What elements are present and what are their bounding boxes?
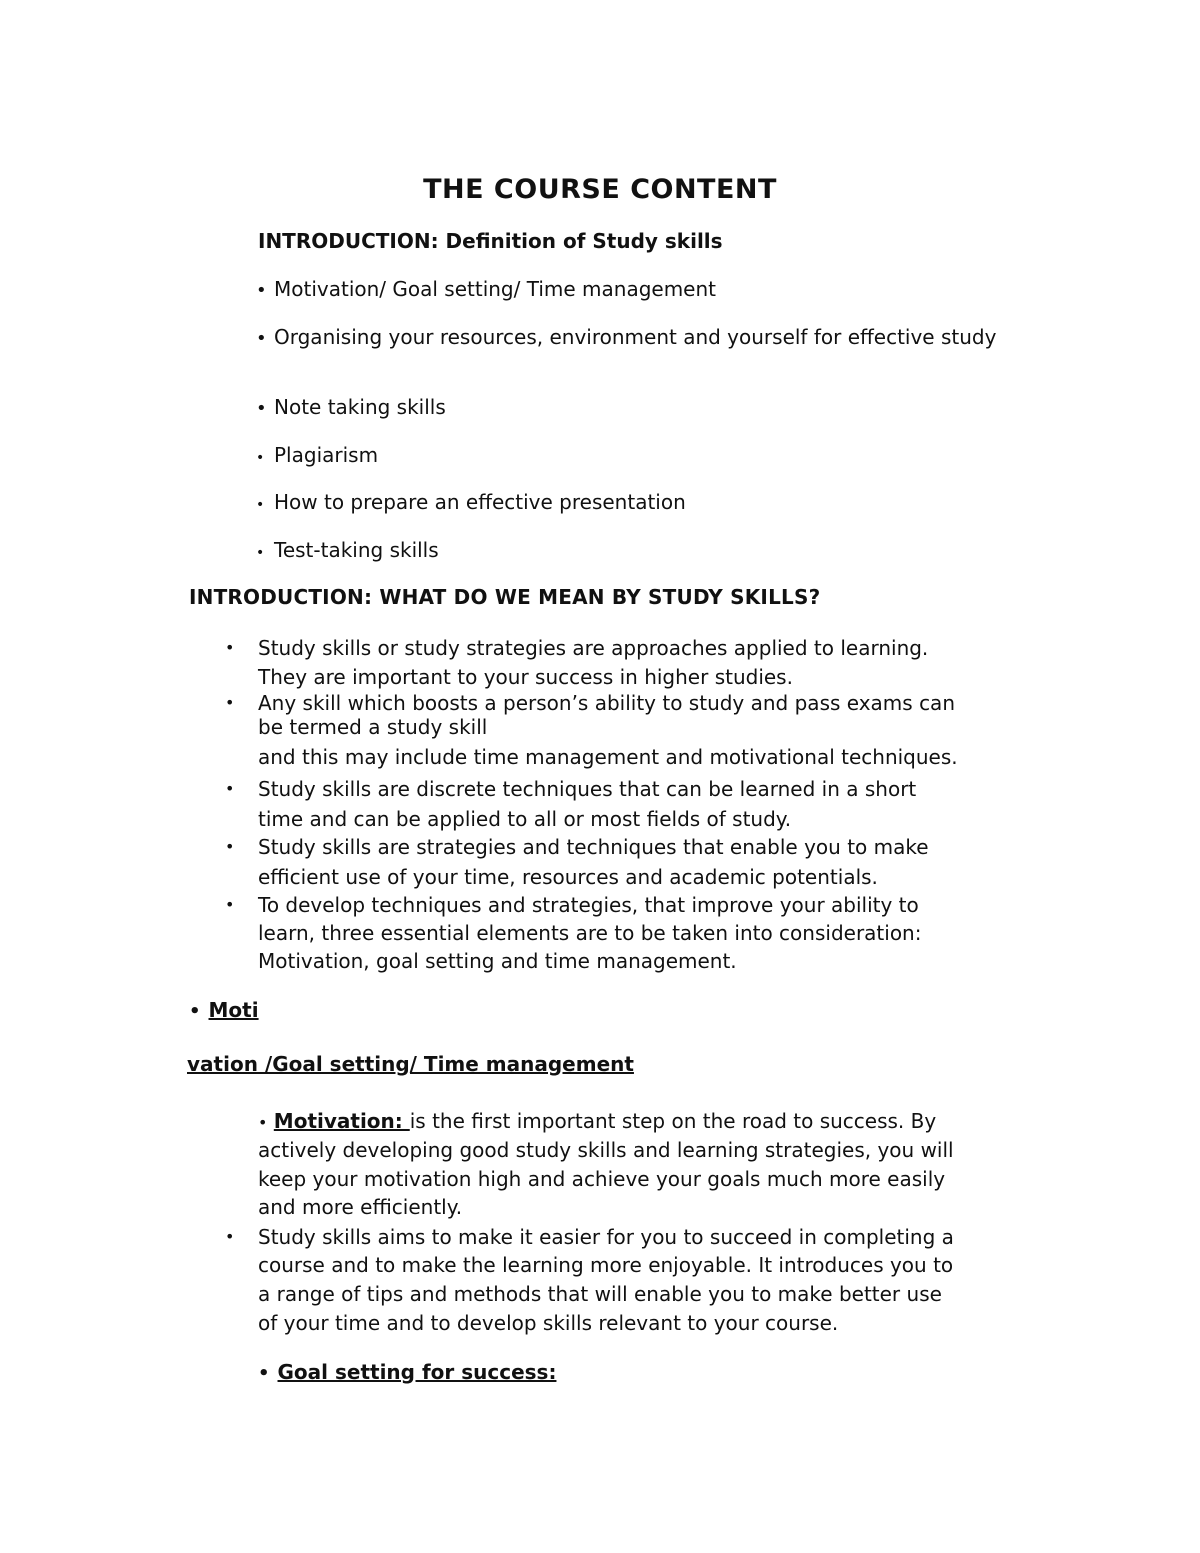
intro-heading: INTRODUCTION: Definition of Study skills — [258, 229, 723, 253]
section-heading-underlined: vation /Goal setting/ Time management — [187, 1052, 634, 1076]
toc-item: • Test-taking skills — [256, 539, 1034, 565]
toc-item: • Motivation/ Goal setting/ Time management — [256, 277, 717, 301]
bullet-icon: • — [258, 1363, 270, 1384]
bullet-icon: • — [189, 1001, 201, 1022]
bullet-icon: • — [225, 638, 235, 657]
paragraph-line: course and to make the learning more enjoyable. It introduces you to — [258, 1253, 954, 1277]
bullet-icon: • — [258, 1113, 268, 1132]
toc-item: • Organising your resources, environment and yourself for effective study — [256, 325, 997, 349]
point-line: Study skills are discrete techniques that can be learned in a short — [258, 777, 917, 801]
motivation-line: • Motivation: is the first important step on the road to success. By — [258, 1109, 937, 1133]
motivation-line: and more efficiently. — [258, 1195, 463, 1219]
goal-setting-heading: • Goal setting for success: — [258, 1360, 557, 1384]
point-line: and this may include time management and motivational techniques. — [258, 745, 958, 769]
point-line: be termed a study skill — [258, 715, 488, 739]
point-line: learn, three essential elements are to be taken into consideration: — [258, 921, 922, 945]
bullet-icon: • — [225, 895, 235, 914]
bullet-icon: • — [256, 328, 267, 349]
point-line: time and can be applied to all or most fields of study. — [258, 807, 792, 831]
bullet-icon: • — [225, 779, 235, 798]
paragraph-line: Study skills aims to make it easier for you to succeed in completing a — [258, 1225, 954, 1249]
bullet-icon: • — [256, 398, 267, 419]
point-line: efficient use of your time, resources and academic potentials. — [258, 865, 878, 889]
point-line: Motivation, goal setting and time management. — [258, 949, 737, 973]
paragraph-line: a range of tips and methods that will enable you to make better use — [258, 1282, 942, 1306]
moti-fragment: • Moti — [189, 998, 259, 1022]
point-line: Any skill which boosts a person’s ability to study and pass exams can — [258, 691, 955, 715]
motivation-line: keep your motivation high and achieve your goals much more easily — [258, 1167, 946, 1191]
point-line: Study skills are strategies and techniques that enable you to make — [258, 835, 929, 859]
bullet-icon: • — [225, 1227, 235, 1246]
toc-item: • Note taking skills — [256, 395, 446, 419]
page-title: THE COURSE CONTENT — [423, 174, 777, 205]
bullet-icon: • — [225, 837, 235, 856]
toc-item: • How to prepare an effective presentation — [256, 491, 1034, 517]
bullet-icon: • — [256, 545, 265, 561]
paragraph-line: of your time and to develop skills relevant to your course. — [258, 1311, 839, 1335]
point-line: To develop techniques and strategies, that improve your ability to — [258, 893, 919, 917]
point-line: Study skills or study strategies are approaches applied to learning. — [258, 636, 929, 660]
bullet-icon: • — [225, 693, 235, 712]
motivation-label: Motivation: — [273, 1109, 410, 1133]
toc-item: • Plagiarism — [256, 444, 1034, 470]
point-line: They are important to your success in higher studies. — [258, 665, 793, 689]
bullet-icon: • — [256, 450, 265, 466]
section-heading: INTRODUCTION: WHAT DO WE MEAN BY STUDY SKILLS? — [189, 585, 821, 609]
bullet-icon: • — [256, 497, 265, 513]
bullet-icon: • — [256, 280, 267, 301]
motivation-line: actively developing good study skills and learning strategies, you will — [258, 1138, 954, 1162]
